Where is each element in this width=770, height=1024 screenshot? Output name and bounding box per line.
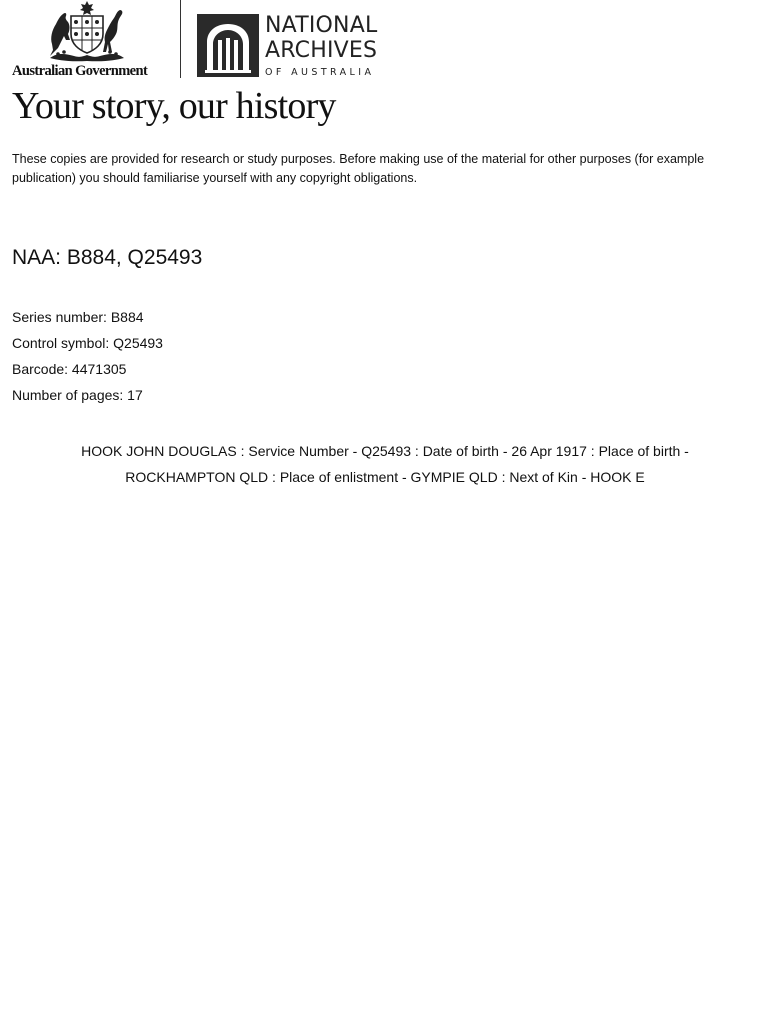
australian-government-logo	[12, 0, 170, 82]
logo-divider	[180, 0, 181, 78]
archives-building-icon	[197, 14, 259, 77]
copyright-disclaimer: These copies are provided for research or study purposes. Before making use of the material for other purposes (for example publication) you should familiarise yourself with any copyright obligations.	[12, 152, 705, 185]
national-archives-logo	[197, 12, 397, 82]
archives-name-line3: OF AUSTRALIA	[265, 67, 375, 78]
page-header	[0, 0, 770, 127]
government-name: Australian Government	[12, 63, 148, 79]
number-of-pages: Number of pages: 17	[12, 387, 143, 403]
series-number: Series number: B884	[12, 309, 144, 325]
record-citation: NAA: B884, Q25493	[12, 246, 203, 269]
record-metadata	[12, 304, 163, 408]
control-symbol: Control symbol: Q25493	[12, 335, 163, 351]
description-line-2: ROCKHAMPTON QLD : Place of enlistment - GYMPIE QLD : Next of Kin - HOOK E	[125, 469, 645, 485]
archives-name-line1: NATIONAL	[265, 13, 378, 38]
tagline: Your story, our history	[12, 85, 336, 127]
coat-of-arms-icon	[44, 0, 130, 62]
archives-name-line2: ARCHIVES	[265, 38, 378, 63]
barcode: Barcode: 4471305	[12, 361, 127, 377]
record-description	[12, 438, 758, 490]
description-line-1: HOOK JOHN DOUGLAS : Service Number - Q25493 : Date of birth - 26 Apr 1917 : Place of birth -	[81, 443, 689, 459]
